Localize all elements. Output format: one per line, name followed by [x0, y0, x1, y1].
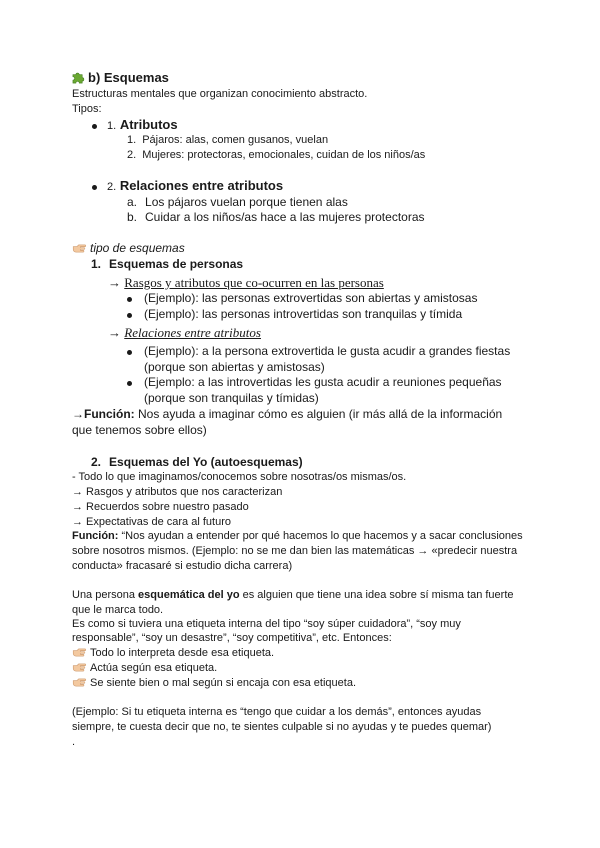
etiqueta-paragraph-cont: responsable”, “soy un desastre”, “soy competitiva”, etc. Entonces:	[72, 632, 392, 644]
rasgos-label: Rasgos y atributos que co-ocurren en las personas	[124, 275, 384, 290]
tipo-esquemas-heading-text: tipo de esquemas	[90, 241, 185, 255]
bullet-dot	[127, 297, 132, 302]
section-b-heading	[72, 71, 169, 84]
funcion-yo-cont: conducta» fracasaré si estudio dicha carrera)	[72, 560, 293, 572]
example-paragraph: (Ejemplo: Si tu etiqueta interna es “tengo que cuidar a los demás”, entonces ayudas	[72, 706, 482, 718]
funcion-label: →Función:	[72, 407, 135, 421]
relaciones-label: Relaciones entre atributos	[124, 325, 261, 340]
yo-line: → Recuerdos sobre nuestro pasado	[72, 501, 249, 513]
bullet-dot	[127, 381, 132, 386]
tipo-esquemas-heading	[72, 242, 185, 254]
rasgos-example: (Ejemplo): las personas introvertidas son tranquilas y tímida	[144, 307, 463, 321]
example-paragraph-cont: siempre, te cuesta decir que no, te sientes culpable si no ayudas y te puedes quemar)	[72, 721, 492, 733]
funcion-yo: Función: “Nos ayudan a entender por qué hacemos lo que hacemos y a sacar conclusiones	[72, 530, 523, 542]
esquemas-personas-heading: 1. Esquemas de personas	[91, 257, 244, 271]
esquemas-yo-heading: 2. Esquemas del Yo (autoesquemas)	[91, 455, 303, 469]
hand-pointing-icon	[72, 648, 87, 657]
funcion-personas-cont: que tenemos sobre ellos)	[72, 423, 207, 437]
funcion-label: Función:	[72, 530, 119, 542]
item-title: Relaciones entre atributos	[119, 178, 284, 193]
puzzle-icon	[72, 71, 85, 84]
relaciones-example-cont: (porque son abiertas y amistosas)	[144, 360, 325, 374]
arrow-icon: →	[108, 275, 121, 290]
persona-esquematica-paragraph: Una persona esquemática del yo es alguien que tiene una idea sobre sí misma tan fuerte	[72, 589, 514, 601]
section-b-heading-text: b) Esquemas	[88, 70, 169, 85]
etiqueta-paragraph: Es como si tuviera una etiqueta interna del tipo “soy súper cuidadora”, “soy muy	[72, 618, 461, 630]
hand-pointing-icon	[72, 663, 87, 672]
esquemas-definition: Estructuras mentales que organizan conocimiento abstracto.	[72, 88, 368, 100]
funcion-personas: →Función: Nos ayuda a imaginar cómo es alguien (ir más allá de la información	[72, 407, 503, 421]
bullet-dot	[127, 350, 132, 355]
hand-pointing-icon	[72, 244, 87, 253]
relaciones-example-cont: (porque son tranquilas y tímidas)	[144, 391, 319, 405]
pointer-bullet: Todo lo interpreta desde esa etiqueta.	[72, 648, 274, 659]
bullet-dot	[92, 124, 97, 129]
arrow-icon: →	[108, 325, 121, 340]
sub-list-item: b. Cuidar a los niños/as hace a las mujeres protectoras	[127, 210, 425, 224]
trailing-period: .	[72, 736, 76, 748]
yo-line: - Todo lo que imaginamos/conocemos sobre nosotras/os mismas/os.	[72, 471, 407, 483]
relaciones-example: (Ejemplo): a la persona extrovertida le gusta acudir a grandes fiestas	[144, 344, 511, 358]
pointer-bullet: Se siente bien o mal según si encaja con esa etiqueta.	[72, 678, 356, 689]
sub-list-item: 1. Pájaros: alas, comen gusanos, vuelan	[127, 134, 329, 146]
sub-list-item: 2. Mujeres: protectoras, emocionales, cuidan de los niños/as	[127, 149, 426, 161]
tipos-label: Tipos:	[72, 103, 102, 115]
relaciones-heading	[108, 326, 261, 339]
bullet-dot	[127, 313, 132, 318]
item-number: 1.	[107, 120, 117, 132]
bullet-dot	[92, 185, 97, 190]
yo-line: → Expectativas de cara al futuro	[72, 516, 231, 528]
persona-esquematica-paragraph-cont: que le marca todo.	[72, 604, 164, 616]
item-number: 2.	[107, 181, 117, 193]
funcion-yo-cont: sobre nosotros mismos. (Ejemplo: no se me dan bien las matemáticas → «predecir nuestra	[72, 545, 518, 557]
pointer-bullet: Actúa según esa etiqueta.	[72, 663, 217, 674]
tipo-item-relaciones	[107, 179, 283, 193]
yo-line: → Rasgos y atributos que nos caracterizan	[72, 486, 283, 498]
relaciones-example: (Ejemplo: a las introvertidas les gusta acudir a reuniones pequeñas	[144, 375, 502, 389]
hand-pointing-icon	[72, 678, 87, 687]
rasgos-heading	[108, 276, 384, 289]
item-title: Atributos	[119, 117, 178, 132]
tipo-item-atributos	[107, 118, 178, 132]
rasgos-example: (Ejemplo): las personas extrovertidas son abiertas y amistosas	[144, 291, 478, 305]
sub-list-item: a. Los pájaros vuelan porque tienen alas	[127, 195, 348, 209]
